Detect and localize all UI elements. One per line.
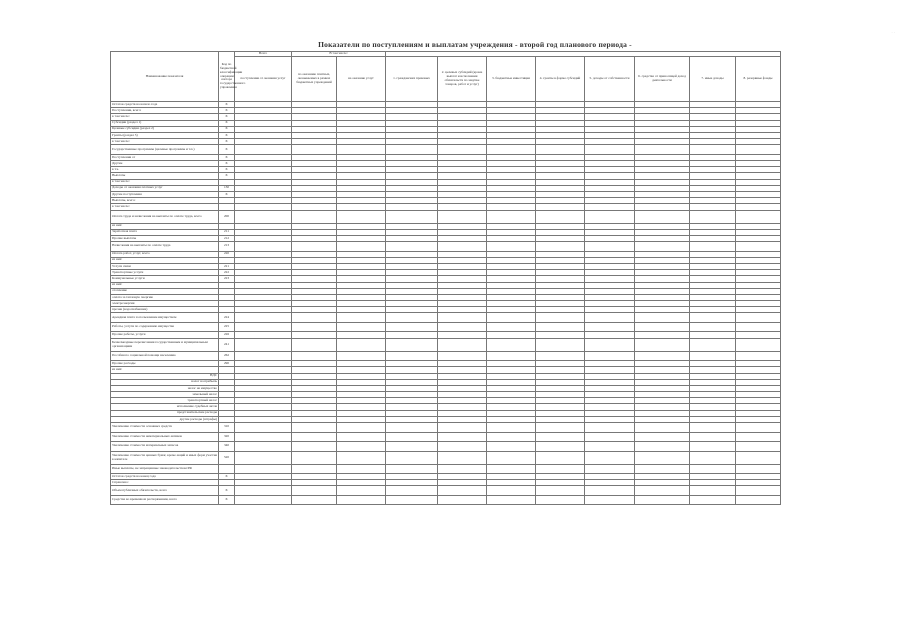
value-cell bbox=[635, 451, 690, 464]
row-label: Услуги связи bbox=[111, 263, 219, 269]
row-code: X bbox=[219, 108, 235, 114]
row-label: Средства во временном распоряжении, всего bbox=[111, 495, 219, 505]
value-cell bbox=[585, 322, 635, 332]
row-code: X bbox=[219, 120, 235, 126]
value-cell bbox=[438, 210, 487, 223]
row-label: в т.ч. bbox=[111, 167, 219, 173]
subheader-7: 4. гранты в форме субсидий bbox=[536, 57, 585, 102]
row-label: Субсидии (раздел 1) bbox=[111, 120, 219, 126]
row-label: Гранты (раздел 3) bbox=[111, 132, 219, 138]
row-code: 130 bbox=[219, 185, 235, 191]
value-cell bbox=[585, 242, 635, 252]
value-cell bbox=[585, 495, 635, 505]
value-cell bbox=[690, 322, 736, 332]
row-code: 310 bbox=[219, 423, 235, 433]
subheader-1: поступления от оказания услуг bbox=[235, 57, 292, 102]
value-cell bbox=[235, 210, 292, 223]
value-cell bbox=[438, 242, 487, 252]
value-cell bbox=[536, 210, 585, 223]
row-label: из них: bbox=[111, 257, 219, 263]
value-cell bbox=[386, 442, 438, 452]
value-cell bbox=[386, 451, 438, 464]
value-cell bbox=[536, 145, 585, 155]
value-cell bbox=[736, 313, 781, 323]
value-cell bbox=[635, 495, 690, 505]
value-cell bbox=[690, 486, 736, 496]
value-cell bbox=[736, 338, 781, 351]
value-cell bbox=[536, 464, 585, 474]
row-label: Остаток средств на начало года bbox=[111, 102, 219, 108]
value-cell bbox=[536, 432, 585, 442]
value-cell bbox=[337, 432, 386, 442]
value-cell bbox=[292, 495, 337, 505]
value-cell bbox=[487, 242, 536, 252]
row-label: Заработная плата bbox=[111, 229, 219, 235]
value-cell bbox=[292, 210, 337, 223]
value-cell bbox=[235, 423, 292, 433]
value-cell bbox=[386, 423, 438, 433]
table-row bbox=[111, 486, 781, 496]
row-label: Выплаты bbox=[111, 173, 219, 179]
subheader-11: 8. резервные фонды bbox=[736, 57, 781, 102]
value-cell bbox=[235, 432, 292, 442]
value-cell bbox=[635, 486, 690, 496]
value-cell bbox=[736, 432, 781, 442]
value-cell bbox=[292, 442, 337, 452]
row-label: другие расходы (штрафы) bbox=[111, 416, 219, 422]
row-label: земельный налог bbox=[111, 392, 219, 398]
row-code: 241 bbox=[219, 338, 235, 351]
value-cell bbox=[292, 464, 337, 474]
row-code: X bbox=[219, 495, 235, 505]
value-cell bbox=[690, 442, 736, 452]
value-cell bbox=[292, 322, 337, 332]
row-label: прочие (водоснабжение) bbox=[111, 307, 219, 313]
row-label: Увеличение стоимости материальных запасов bbox=[111, 442, 219, 452]
value-cell bbox=[487, 432, 536, 442]
row-code: X bbox=[219, 126, 235, 132]
row-code: 222 bbox=[219, 270, 235, 276]
subheader-9: 6. средства от приносящей доход деятельности bbox=[635, 57, 690, 102]
value-cell bbox=[235, 242, 292, 252]
value-cell bbox=[438, 451, 487, 464]
value-cell bbox=[690, 423, 736, 433]
value-cell bbox=[690, 210, 736, 223]
table-row bbox=[111, 451, 781, 464]
row-label: Прочие расходы bbox=[111, 361, 219, 367]
value-cell bbox=[635, 210, 690, 223]
value-cell bbox=[386, 351, 438, 361]
value-cell bbox=[235, 322, 292, 332]
value-cell bbox=[736, 442, 781, 452]
row-code: 221 bbox=[219, 263, 235, 269]
value-cell bbox=[438, 322, 487, 332]
value-cell bbox=[386, 145, 438, 155]
document-title: Показатели по поступлениям и выплатам учреждения - второй год планового периода - bbox=[318, 40, 632, 49]
row-code: X bbox=[219, 173, 235, 179]
row-label: Поступления, всего: bbox=[111, 108, 219, 114]
value-cell bbox=[438, 313, 487, 323]
row-label: НДС bbox=[111, 373, 219, 379]
value-cell bbox=[690, 145, 736, 155]
header-name: Наименование показателя bbox=[111, 52, 219, 102]
row-code: 223 bbox=[219, 276, 235, 282]
value-cell bbox=[690, 451, 736, 464]
value-cell bbox=[337, 464, 386, 474]
value-cell bbox=[736, 464, 781, 474]
value-cell bbox=[438, 423, 487, 433]
row-code: 320 bbox=[219, 432, 235, 442]
value-cell bbox=[292, 242, 337, 252]
table-row bbox=[111, 242, 781, 252]
row-code bbox=[219, 464, 235, 474]
row-label: Остаток средств на конец года bbox=[111, 474, 219, 480]
value-cell bbox=[337, 322, 386, 332]
row-label: Пособия по социальной помощи населению bbox=[111, 351, 219, 361]
value-cell bbox=[487, 451, 536, 464]
row-code: X bbox=[219, 474, 235, 480]
value-cell bbox=[487, 322, 536, 332]
table-row bbox=[111, 210, 781, 223]
subheader-4: 1. гражданских правовых bbox=[386, 57, 438, 102]
value-cell bbox=[585, 486, 635, 496]
value-cell bbox=[536, 313, 585, 323]
value-cell bbox=[690, 338, 736, 351]
row-code: X bbox=[219, 145, 235, 155]
row-code: 200 bbox=[219, 210, 235, 223]
value-cell bbox=[438, 495, 487, 505]
value-cell bbox=[585, 464, 635, 474]
row-code: 225 bbox=[219, 322, 235, 332]
value-cell bbox=[585, 313, 635, 323]
value-cell bbox=[736, 423, 781, 433]
row-code: 340 bbox=[219, 442, 235, 452]
row-label: Объем публичных обязательств, всего bbox=[111, 486, 219, 496]
value-cell bbox=[736, 210, 781, 223]
value-cell bbox=[585, 338, 635, 351]
value-cell bbox=[235, 451, 292, 464]
value-cell bbox=[235, 486, 292, 496]
value-cell bbox=[438, 145, 487, 155]
value-cell bbox=[736, 451, 781, 464]
value-cell bbox=[487, 423, 536, 433]
value-cell bbox=[337, 451, 386, 464]
value-cell bbox=[487, 338, 536, 351]
value-cell bbox=[337, 145, 386, 155]
row-label: Транспортные услуги bbox=[111, 270, 219, 276]
value-cell bbox=[635, 351, 690, 361]
row-label: Справочно: bbox=[111, 480, 219, 486]
value-cell bbox=[536, 322, 585, 332]
value-cell bbox=[386, 464, 438, 474]
value-cell bbox=[487, 486, 536, 496]
value-cell bbox=[536, 242, 585, 252]
subheader-5: 2. целевых субсидий (кроме выплат и исполнения обязательств по закупке товаров, работ и услуг) bbox=[438, 57, 487, 102]
value-cell bbox=[635, 442, 690, 452]
value-cell bbox=[386, 338, 438, 351]
row-label: в том числе: bbox=[111, 114, 219, 120]
table-row bbox=[111, 351, 781, 361]
row-label: Безвозмездные перечисления государственным и муниципальным организациям bbox=[111, 338, 219, 351]
header-code: Код по бюджетной классификации операции сектора государственного управления bbox=[219, 52, 235, 102]
value-cell bbox=[292, 432, 337, 442]
row-label: в том числе: bbox=[111, 204, 219, 210]
row-code: X bbox=[219, 139, 235, 145]
value-cell bbox=[536, 495, 585, 505]
table-body bbox=[111, 102, 781, 505]
row-label: Коммунальные услуги bbox=[111, 276, 219, 282]
value-cell bbox=[487, 210, 536, 223]
row-label: в том числе: bbox=[111, 139, 219, 145]
value-cell bbox=[386, 322, 438, 332]
value-cell bbox=[487, 313, 536, 323]
value-cell bbox=[292, 423, 337, 433]
row-label: в том числе: bbox=[111, 179, 219, 185]
table-row bbox=[111, 442, 781, 452]
row-code: 224 bbox=[219, 313, 235, 323]
row-label: из них: bbox=[111, 367, 219, 373]
row-code: X bbox=[219, 154, 235, 160]
value-cell bbox=[386, 313, 438, 323]
value-cell bbox=[690, 351, 736, 361]
row-code: X bbox=[219, 161, 235, 167]
row-label: транспортный налог bbox=[111, 398, 219, 404]
value-cell bbox=[635, 338, 690, 351]
value-cell bbox=[690, 464, 736, 474]
value-cell bbox=[235, 351, 292, 361]
value-cell bbox=[487, 351, 536, 361]
value-cell bbox=[292, 486, 337, 496]
table-row bbox=[111, 423, 781, 433]
header-including: В том числе: bbox=[292, 52, 386, 57]
row-code: X bbox=[219, 132, 235, 138]
subheader-10: 7. иные доходы bbox=[690, 57, 736, 102]
row-label: Иные выплаты, не запрещенные законодательством РФ bbox=[111, 464, 219, 474]
row-code: 220 bbox=[219, 251, 235, 257]
row-label: налог на прибыль bbox=[111, 379, 219, 385]
value-cell bbox=[635, 313, 690, 323]
value-cell bbox=[235, 495, 292, 505]
row-label: отопление bbox=[111, 288, 219, 294]
value-cell bbox=[386, 486, 438, 496]
value-cell bbox=[635, 432, 690, 442]
value-cell bbox=[536, 351, 585, 361]
value-cell bbox=[337, 210, 386, 223]
value-cell bbox=[585, 145, 635, 155]
row-label: оплата за тепловую энергию bbox=[111, 294, 219, 300]
value-cell bbox=[292, 338, 337, 351]
row-code: X bbox=[219, 167, 235, 173]
table-row bbox=[111, 322, 781, 332]
subheader-3: на оказание услуг bbox=[337, 57, 386, 102]
value-cell bbox=[536, 451, 585, 464]
row-label: из них: bbox=[111, 223, 219, 229]
value-cell bbox=[635, 242, 690, 252]
value-cell bbox=[386, 495, 438, 505]
value-cell bbox=[438, 432, 487, 442]
value-cell bbox=[386, 242, 438, 252]
value-cell bbox=[337, 423, 386, 433]
value-cell bbox=[235, 442, 292, 452]
header-total: Всего bbox=[235, 52, 292, 57]
value-cell bbox=[690, 313, 736, 323]
table-row bbox=[111, 464, 781, 474]
value-cell bbox=[337, 351, 386, 361]
table-row bbox=[111, 338, 781, 351]
value-cell bbox=[736, 242, 781, 252]
value-cell bbox=[635, 464, 690, 474]
value-cell bbox=[337, 486, 386, 496]
finance-table bbox=[110, 51, 781, 505]
row-label: Другие bbox=[111, 161, 219, 167]
value-cell bbox=[536, 442, 585, 452]
row-label: Прочие выплаты bbox=[111, 235, 219, 241]
row-label: Начисления на выплаты по оплате труда bbox=[111, 242, 219, 252]
value-cell bbox=[536, 338, 585, 351]
value-cell bbox=[386, 432, 438, 442]
row-label: электроэнергия bbox=[111, 301, 219, 307]
value-cell bbox=[235, 145, 292, 155]
row-label: исполнение судебных актов bbox=[111, 404, 219, 410]
value-cell bbox=[438, 486, 487, 496]
value-cell bbox=[635, 322, 690, 332]
table-row bbox=[111, 145, 781, 155]
value-cell bbox=[690, 432, 736, 442]
table-row bbox=[111, 432, 781, 442]
value-cell bbox=[235, 464, 292, 474]
value-cell bbox=[487, 464, 536, 474]
value-cell bbox=[292, 313, 337, 323]
row-code: 212 bbox=[219, 235, 235, 241]
row-label: Арендная плата за пользование имуществом bbox=[111, 313, 219, 323]
row-label: Увеличение стоимости основных средств bbox=[111, 423, 219, 433]
row-code: 226 bbox=[219, 332, 235, 338]
value-cell bbox=[337, 442, 386, 452]
row-label: Другие поступления bbox=[111, 191, 219, 197]
row-code: X bbox=[219, 191, 235, 197]
value-cell bbox=[736, 145, 781, 155]
value-cell bbox=[487, 442, 536, 452]
value-cell bbox=[487, 145, 536, 155]
value-cell bbox=[736, 351, 781, 361]
value-cell bbox=[690, 242, 736, 252]
row-label: Увеличение стоимости нематериальных активов bbox=[111, 432, 219, 442]
subheader-2: по оказанию платных, оказываемых в рамках бюджетных учреждений bbox=[292, 57, 337, 102]
row-code: 520 bbox=[219, 451, 235, 464]
value-cell bbox=[438, 351, 487, 361]
row-code: 290 bbox=[219, 361, 235, 367]
value-cell bbox=[292, 145, 337, 155]
value-cell bbox=[438, 442, 487, 452]
row-label: Поступления от bbox=[111, 154, 219, 160]
value-cell bbox=[736, 495, 781, 505]
row-code: X bbox=[219, 102, 235, 108]
row-label: Прочие работы, услуги bbox=[111, 332, 219, 338]
value-cell bbox=[337, 495, 386, 505]
value-cell bbox=[536, 486, 585, 496]
subheader-6: 3. бюджетные инвестиции bbox=[487, 57, 536, 102]
value-cell bbox=[235, 313, 292, 323]
value-cell bbox=[292, 451, 337, 464]
row-code: 213 bbox=[219, 242, 235, 252]
value-cell bbox=[585, 423, 635, 433]
value-cell bbox=[585, 210, 635, 223]
value-cell bbox=[337, 242, 386, 252]
row-label: Увеличение стоимости ценных бумаг, кроме акций и иных форм участия в капитале bbox=[111, 451, 219, 464]
value-cell bbox=[487, 495, 536, 505]
value-cell bbox=[736, 486, 781, 496]
value-cell bbox=[292, 351, 337, 361]
value-cell bbox=[635, 145, 690, 155]
row-label: Выплаты, всего: bbox=[111, 198, 219, 204]
value-cell bbox=[585, 442, 635, 452]
value-cell bbox=[337, 313, 386, 323]
row-code: 211 bbox=[219, 229, 235, 235]
value-cell bbox=[386, 210, 438, 223]
value-cell bbox=[585, 451, 635, 464]
value-cell bbox=[690, 495, 736, 505]
value-cell bbox=[585, 432, 635, 442]
row-label: Оплата работ, услуг, всего bbox=[111, 251, 219, 257]
value-cell bbox=[536, 423, 585, 433]
value-cell bbox=[635, 423, 690, 433]
value-cell bbox=[337, 338, 386, 351]
table-row bbox=[111, 313, 781, 323]
scan-artifact: · · bbox=[891, 30, 895, 35]
value-cell bbox=[438, 464, 487, 474]
subheader-8: 5. доходы от собственности bbox=[585, 57, 635, 102]
row-label: Доходы от оказания платных услуг bbox=[111, 185, 219, 191]
row-label: Работы, услуги по содержанию имущества bbox=[111, 322, 219, 332]
row-label: Целевые субсидии (раздел 2) bbox=[111, 126, 219, 132]
row-code: 262 bbox=[219, 351, 235, 361]
value-cell bbox=[736, 322, 781, 332]
row-label: из них: bbox=[111, 282, 219, 288]
value-cell bbox=[438, 338, 487, 351]
row-label: Государственные программы (целевые программы и т.п.) bbox=[111, 145, 219, 155]
row-label: налог на имущество bbox=[111, 385, 219, 391]
row-label: Оплата труда и начисления на выплаты по оплате труда, всего bbox=[111, 210, 219, 223]
row-label: представительские расходы bbox=[111, 410, 219, 416]
value-cell bbox=[235, 338, 292, 351]
row-code: X bbox=[219, 486, 235, 496]
row-code: X bbox=[219, 114, 235, 120]
table-row bbox=[111, 495, 781, 505]
value-cell bbox=[585, 351, 635, 361]
